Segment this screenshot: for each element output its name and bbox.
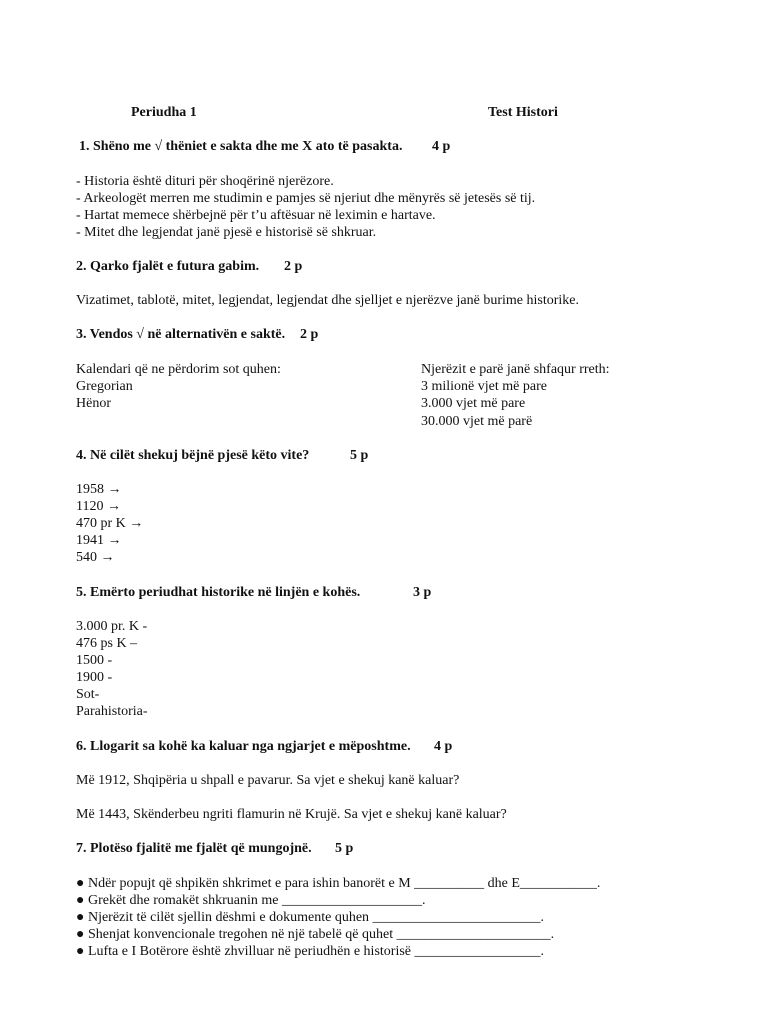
- question-1-item: - Arkeologët merren me studimin e pamjes së njeriut dhe mënyrës së jetesës së tij.: [76, 191, 536, 206]
- question-3-points: 2 p: [300, 327, 319, 342]
- question-3-right-option: 30.000 vjet më parë: [421, 414, 533, 429]
- question-7-item: ● Njerëzit të cilët sjellin dëshmi e dokumente quhen ________________________.: [76, 910, 545, 925]
- question-5-item: Parahistoria-: [76, 704, 148, 719]
- question-3-title: 3. Vendos √ në alternativën e saktë.: [76, 327, 286, 342]
- question-2-points: 2 p: [284, 259, 303, 274]
- question-4-points: 5 p: [350, 448, 369, 463]
- question-5-item: 3.000 pr. K -: [76, 619, 148, 634]
- question-6-item: Më 1912, Shqipëria u shpall e pavarur. Sa vjet e shekuj kanë kaluar?: [76, 773, 460, 788]
- question-4-item: 1958 →: [76, 482, 122, 497]
- question-4-item: 1941 →: [76, 533, 122, 548]
- question-6-item: Më 1443, Skënderbeu ngriti flamurin në Krujë. Sa vjet e shekuj kanë kaluar?: [76, 807, 507, 822]
- question-7-title: 7. Plotëso fjalitë me fjalët që mungojnë.: [76, 841, 312, 856]
- question-7-item: ● Grekët dhe romakët shkruanin me ____________________.: [76, 893, 426, 908]
- question-5-item: 476 ps K –: [76, 636, 138, 651]
- header-left: Periudha 1: [131, 105, 197, 120]
- question-7-item: ● Ndër popujt që shpikën shkrimet e para ishin banorët e M __________ dhe E___________.: [76, 876, 601, 891]
- question-3-left-option: Hënor: [76, 396, 111, 411]
- question-6-points: 4 p: [434, 739, 453, 754]
- question-1-points: 4 p: [432, 139, 451, 154]
- question-4-title: 4. Në cilët shekuj bëjnë pjesë këto vite?: [76, 448, 310, 463]
- question-1-item: - Hartat memece shërbejnë për t’u aftësuar në leximin e hartave.: [76, 208, 436, 223]
- question-5-item: 1500 -: [76, 653, 113, 668]
- question-2-text: Vizatimet, tablotë, mitet, legjendat, legjendat dhe sjelljet e njerëzve janë burime historike.: [76, 293, 579, 308]
- question-5-item: Sot-: [76, 687, 100, 702]
- header-right: Test Histori: [488, 105, 558, 120]
- question-7-item: ● Lufta e I Botërore është zhvilluar në periudhën e historisë __________________.: [76, 944, 545, 959]
- question-7-item: ● Shenjat konvencionale tregohen në një tabelë që quhet ______________________.: [76, 927, 555, 942]
- question-4-item: 540 →: [76, 550, 115, 565]
- question-4-item: 1120 →: [76, 499, 121, 514]
- question-3-right-prompt: Njerëzit e parë janë shfaqur rreth:: [421, 362, 610, 377]
- question-5-title: 5. Emërto periudhat historike në linjën e kohës.: [76, 585, 361, 600]
- question-1-item: - Mitet dhe legjendat janë pjesë e historisë së shkruar.: [76, 225, 377, 240]
- question-7-points: 5 p: [335, 841, 354, 856]
- question-2-title: 2. Qarko fjalët e futura gabim.: [76, 259, 260, 274]
- question-1-title: 1. Shëno me √ thëniet e sakta dhe me X ato të pasakta.: [79, 139, 403, 154]
- question-6-title: 6. Llogarit sa kohë ka kaluar nga ngjarjet e mëposhtme.: [76, 739, 411, 754]
- question-1-item: - Historia është dituri për shoqërinë njerëzore.: [76, 174, 334, 189]
- question-3-left-option: Gregorian: [76, 379, 133, 394]
- question-5-points: 3 p: [413, 585, 432, 600]
- question-3-right-option: 3 milionë vjet më pare: [421, 379, 547, 394]
- question-3-right-option: 3.000 vjet më pare: [421, 396, 526, 411]
- question-4-item: 470 pr K →: [76, 516, 144, 531]
- question-5-item: 1900 -: [76, 670, 113, 685]
- question-3-left-prompt: Kalendari që ne përdorim sot quhen:: [76, 362, 281, 377]
